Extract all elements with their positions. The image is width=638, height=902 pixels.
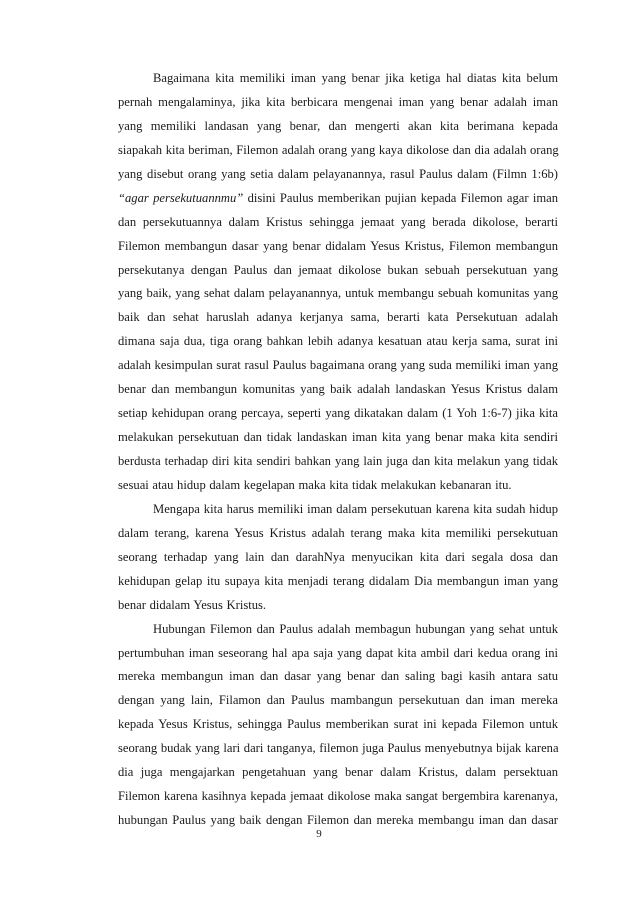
paragraph — [118, 498, 558, 618]
text-line: dimana saja dua, tiga orang bahkan lebih adanya kesatuan atau kerja sama, surat ini — [118, 334, 558, 349]
text-line: hubungan Paulus yang baik dengan Filemon dan mereka membangu iman dan dasar — [118, 813, 558, 828]
text-line: yang disebut orang yang setia dalam pelayanannya, rasul Paulus dalam (Filmn 1:6b) — [118, 166, 558, 181]
text-line: Bagaimana kita memiliki iman yang benar jika ketiga hal diatas kita belum — [153, 71, 558, 85]
text-line: benar didalam Yesus Kristus. — [118, 597, 267, 612]
text-line: yang memiliki landasan yang benar, dan mengerti akan kita berimana kepada — [118, 118, 558, 133]
body-text — [118, 67, 558, 833]
text-line: berdusta terhadap diri kita sendiri bahkan yang lain juga dan kita melakun yang tidak — [118, 454, 558, 468]
text-line: Filemon karena kasihnya kepada jemaat dikolose maka sangat bergembira karenanya, — [118, 789, 558, 804]
text-line: sesuai atau hidup dalam kegelapan maka kita tidak melakukan kebanaran itu. — [118, 477, 512, 492]
text-line: persekutanya dengan Paulus dan jemaat dikolose bukan sebuah persekutuan yang — [118, 262, 558, 277]
text-line: Hubungan Filemon dan Paulus adalah membagun hubungan yang sehat untuk — [153, 621, 558, 636]
text-line: dia juga mengajarkan pengetahuan yang benar dalam Kristus, dalam persektuan — [118, 765, 558, 780]
text-line: siapakah kita beriman, Filemon adalah orang yang kaya dikolose dan dia adalah orang — [118, 142, 559, 157]
text-line: seorang budak yang lari dari tanganya, filemon juga Paulus menyebutnya bijak karena — [118, 741, 559, 756]
text-line: dalam terang, karena Yesus Kristus adalah terang maka kita memiliki persekutuan — [118, 525, 558, 540]
text-line: pertumbuhan iman seseorang hal apa saja yang dapat kita ambil dari kedua orang ini — [118, 645, 558, 660]
text-line: kehidupan gelap itu supaya kita menjadi terang didalam Dia membangun iman yang — [118, 573, 558, 588]
text-line: dengan yang lain, Filamon dan Paulus mambangun persekutuan dan iman mereka — [118, 693, 558, 708]
text-line: kepada Yesus Kristus, sehingga Paulus memberikan surat ini kepada Filemon untuk — [118, 717, 558, 732]
text-line: melakukan persekutuan dan tidak landaskan iman kita yang benar maka kita sendiri — [118, 430, 558, 445]
text-line: dan persekutuannya dalam Kristus sehingga jemaat yang berada dikolose, berarti — [118, 214, 558, 229]
text-line: setiap kehidupan orang percaya, seperti yang dikatakan dalam (1 Yoh 1:6-7) jika kita — [118, 406, 558, 421]
text-line: Filemon membangun dasar yang benar didalam Yesus Kristus, Filemon membangun — [118, 238, 558, 253]
text-line: seorang terhadap yang lain dan darahNya menyucikan kita dari segala dosa dan — [118, 549, 558, 564]
text-line: adalah kesimpulan surat rasul Paulus bagaimana orang yang suda memiliki iman yang — [118, 358, 558, 373]
page-number: 9 — [316, 828, 322, 840]
italic-quote: “agar persekutuannmu” — [118, 190, 244, 205]
text-line: baik dan sehat haruslah adanya kerjanya sama, berarti kata Persekutuan adalah — [118, 310, 558, 325]
text-line: yang baik, yang sehat dalam pelayanannya, untuk membangu sebuah komunitas yang — [118, 286, 558, 301]
text-line: “agar persekutuannmu” disini Paulus memberikan pujian kepada Filemon agar iman — [118, 190, 558, 205]
text-line: pernah mengalaminya, jika kita berbicara mengenai iman yang benar adalah iman — [118, 94, 558, 109]
text-line: Mengapa kita harus memiliki iman dalam persekutuan karena kita sudah hidup — [153, 501, 558, 516]
text-line: benar dan membangun komunitas yang baik adalah landaskan Yesus Kristus dalam — [118, 382, 558, 397]
paragraph — [118, 67, 558, 498]
text-line: mereka membangun iman dan dasar yang benar dan saling bagi kasih antara satu — [118, 669, 558, 684]
paragraph — [118, 618, 558, 833]
